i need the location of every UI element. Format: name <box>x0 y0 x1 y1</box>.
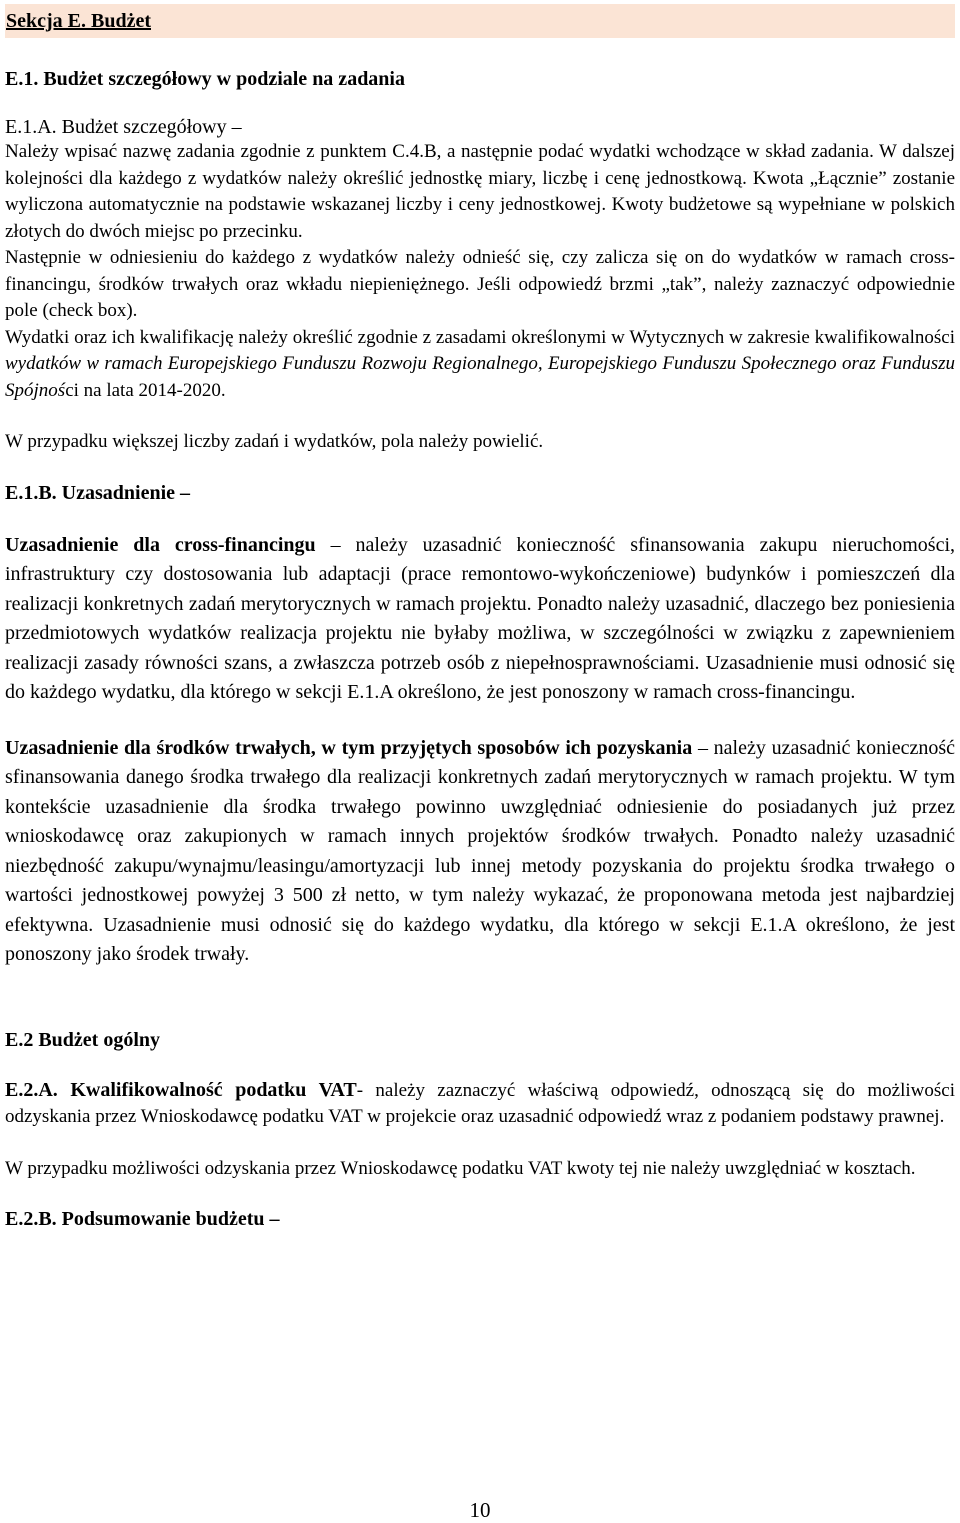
heading-e2: E.2 Budżet ogólny <box>5 1028 161 1051</box>
page-number: 10 <box>469 1498 491 1522</box>
heading-e1b: E.1.B. Uzasadnienie – <box>5 481 191 504</box>
heading-e1a-text: E.1.A. Budżet szczegółowy – <box>5 116 242 138</box>
paragraph-fixed-assets <box>5 734 955 970</box>
paragraph-e1a-3 <box>5 325 955 405</box>
section-title: Sekcja E. Budżet <box>6 9 151 32</box>
paragraph-vat-recovery: W przypadku możliwości odzyskania przez Wnioskodawcę podatku VAT kwoty tej nie należy uwzględniać w kosztach. <box>5 1157 916 1179</box>
section-header-bar <box>5 4 955 38</box>
paragraph-e1a-2: Następnie w odniesieniu do każdego z wydatków należy odnieść się, czy zalicza się on do wydatków w ramach cross-financingu, środków trwałych oraz wkładu niepieniężnego. Jeśli odpowiedź brzmi „tak”, należy zaznaczyć odpowiednie pole (check box). <box>5 247 955 321</box>
heading-e2b: E.2.B. Podsumowanie budżetu – <box>5 1208 280 1230</box>
fixed-assets-lead: Uzasadnienie dla środków trwałych, w tym przyjętych sposobów ich pozyskania <box>5 736 693 759</box>
cross-financing-lead: Uzasadnienie dla cross-financingu <box>5 533 316 556</box>
cross-financing-text: – należy uzasadnić konieczność sfinansowania zakupu nieruchomości, infrastruktury czy dostosowania lub adaptacji (prace remontowo-wykończeniowe) budynków i pomieszczeń dla realizacji konkretnych zadań merytorycznych w ramach projektu. Ponadto należy uzasadnić, dlaczego bez poniesienia przedmiotowych wydatków realizacja projektu nie byłaby możliwa, w szczególności w związku z zapewnieniem realizacji zasady równości szans, a zwłaszcza potrzeb osób z niepełnosprawnościami. Uzasadnienie musi odnosić się do każdego wydatku, dla którego w sekcji E.1.A określono, że jest ponoszony w ramach cross-financingu. <box>5 533 956 703</box>
document-page <box>0 4 960 1520</box>
guidelines-title: wydatków w ramach Europejskiego Funduszu Rozwoju Regionalnego, Europejskiego Funduszu Społecznego oraz Funduszu Spójnoś <box>5 353 955 401</box>
paragraph-vat <box>5 1077 955 1131</box>
vat-lead: E.2.A. Kwalifikowalność podatku VAT <box>5 1078 357 1101</box>
paragraph-cross-financing <box>5 531 955 708</box>
paragraph-e1a-1: Należy wpisać nazwę zadania zgodnie z punktem C.4.B, a następnie podać wydatki wchodzące w skład zadania. W dalszej kolejności dla każdego z wydatków należy określić jednostkę miary, liczbę i cenę jednostkową. Kwota „Łącznie” zostanie wyliczona automatycznie na podstawie wskazanej liczby i ceny jednostkowej. Kwoty budżetowe są wypełniane w polskich złotych do dwóch miejsc po przecinku. <box>5 141 955 242</box>
heading-e1: E.1. Budżet szczegółowy w podziale na zadania <box>5 68 405 90</box>
heading-e1a <box>5 116 955 139</box>
paragraph-e1a-4: W przypadku większej liczby zadań i wydatków, pola należy powielić. <box>5 431 544 452</box>
paragraph-e1a-3-start: Wydatki oraz ich kwalifikację należy określić zgodnie z zasadami określonymi w Wytycznych w zakresie kwalifikowalności <box>5 326 955 348</box>
paragraph-e1a-3-end: ci na lata 2014-2020. <box>65 379 226 401</box>
fixed-assets-text: – należy uzasadnić konieczność sfinansowania danego środka trwałego dla realizacji konkretnych zadań merytorycznych w ramach projektu. W tym kontekście uzasadnienie dla środka trwałego powinno uwzględniać odniesienie do posiadanych już przez wnioskodawcę oraz zakupionych w ramach innych projektów środków trwałych. Ponadto należy uzasadnić niezbędność zakupu/wynajmu/leasingu/amortyzacji lub innej metody pozyskania do projektu środka trwałego o wartości jednostkowej powyżej 3 500 zł netto, w tym należy wykazać, że proponowana metoda jest najbardziej efektywna. Uzasadnienie musi odnosić się do każdego wydatku, dla którego w sekcji E.1.A określono, że jest ponoszony jako środek trwały. <box>5 736 956 965</box>
vat-text: - należy zaznaczyć właściwą odpowiedź, odnoszącą się do możliwości odzyskania przez Wnioskodawcę podatku VAT w projekcie oraz uzasadnić odpowiedź wraz z podaniem podstawy prawnej. <box>5 1079 955 1127</box>
